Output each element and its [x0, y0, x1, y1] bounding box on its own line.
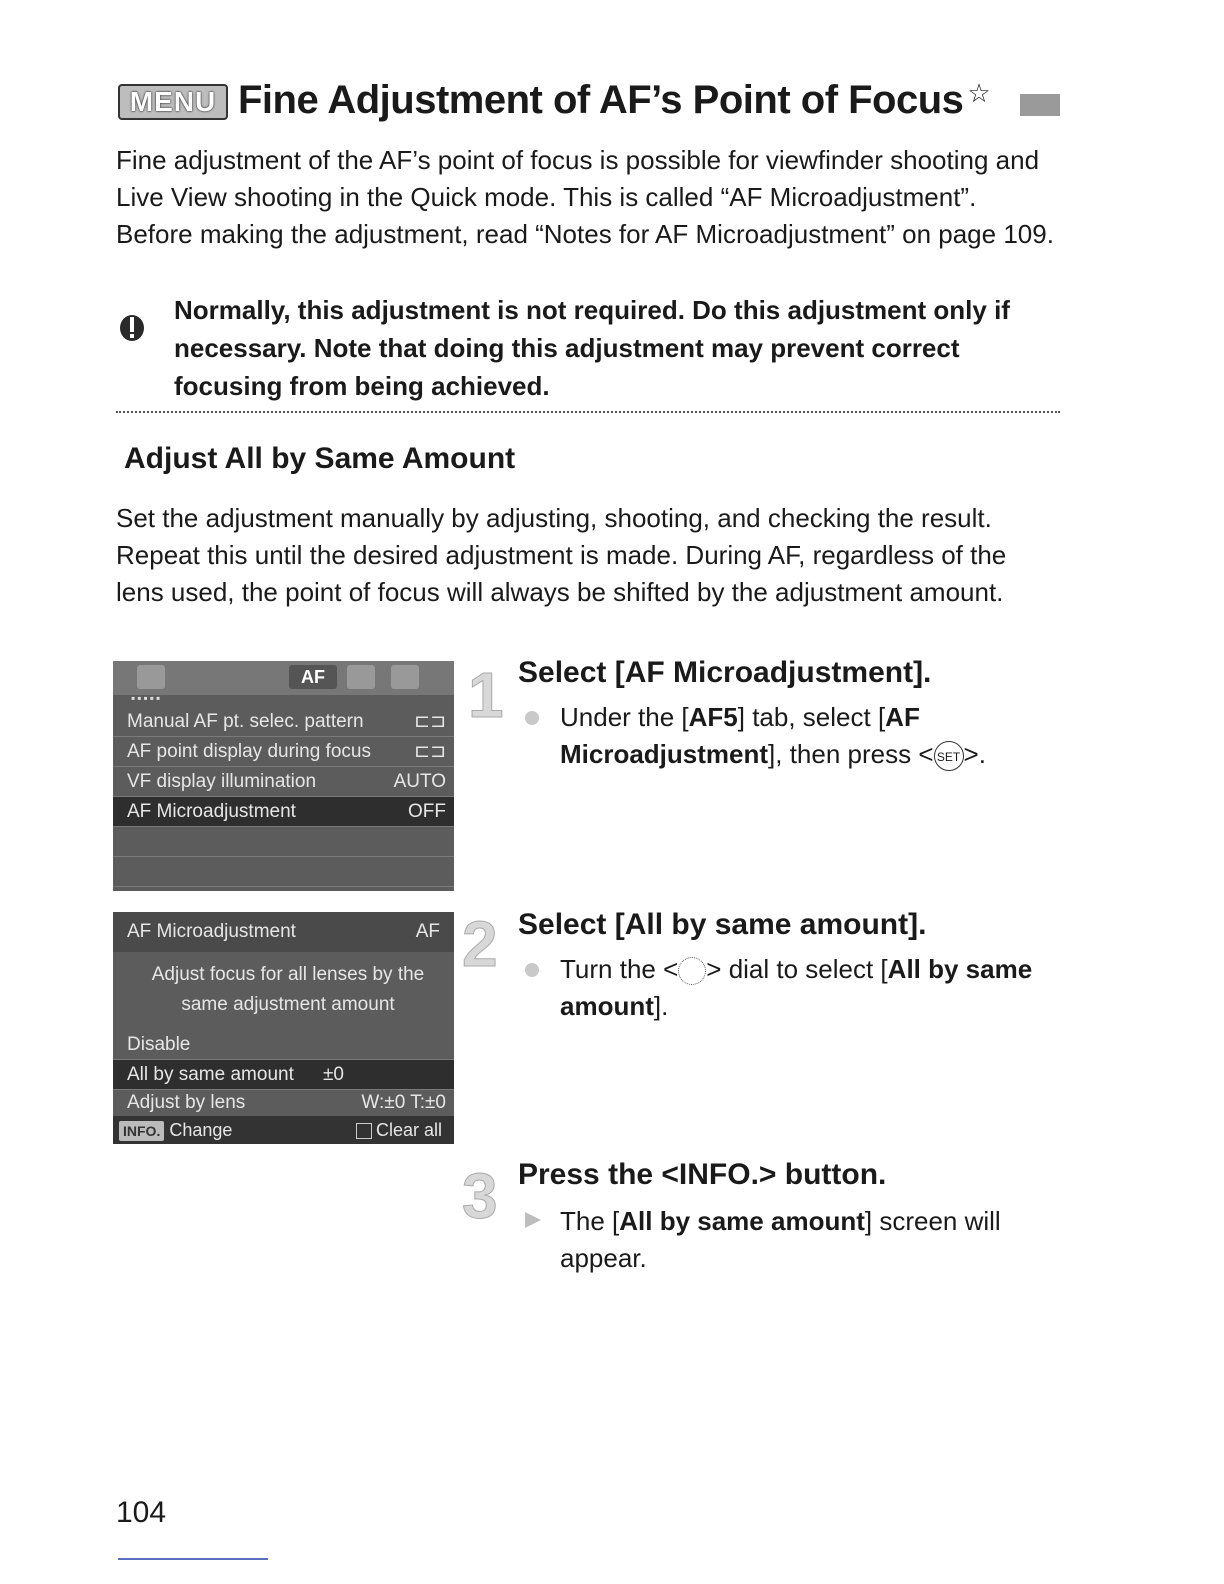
- step-number: 2: [462, 908, 498, 980]
- option-name: All by same amount: [560, 954, 1033, 1021]
- tab-page-dots: ▪▪▪▪▪: [131, 691, 163, 705]
- menu-row: [113, 707, 454, 737]
- clear-all-label: [356, 1116, 442, 1144]
- clear-all-text: Clear all: [375, 1120, 442, 1140]
- option-row-selected: [113, 1060, 454, 1090]
- step-number: 1: [468, 659, 504, 731]
- menu-row-value: ⊏⊐: [414, 741, 446, 762]
- text-run: ].: [653, 991, 669, 1021]
- text-run: ] tab, select [: [737, 702, 886, 732]
- change-label: Change: [169, 1120, 233, 1140]
- page-number: 104: [116, 1496, 167, 1529]
- option-name: All by same amount: [619, 1206, 865, 1236]
- empty-row: [113, 827, 454, 857]
- menu-tabs: [113, 661, 454, 695]
- result-arrow-icon: [525, 1212, 541, 1228]
- screen-header-title: AF Microadjustment: [127, 921, 296, 942]
- empty-row: [113, 857, 454, 887]
- step-instruction: [560, 699, 1060, 773]
- bullet-icon: [525, 963, 539, 977]
- screen-footer: [113, 1116, 454, 1144]
- screen-message: Adjust focus for all lenses by the same adjustment amount: [151, 964, 425, 1015]
- intro-paragraph: Fine adjustment of the AF’s point of focus is possible for viewfinder shooting and Live View shooting in the Quick mode. This is called “AF Microadjustment”. Before making the adjustment, read “Notes for AF Microadjustment” on page 109.: [116, 145, 1054, 249]
- option-label: Disable: [127, 1034, 191, 1055]
- option-label: Adjust by lens: [127, 1092, 246, 1113]
- step-instruction: [560, 951, 1060, 1025]
- section-title: Adjust All by Same Amount: [124, 442, 516, 475]
- menu-row-label: VF display illumination: [127, 771, 317, 792]
- option-value: W:±0 T:±0: [361, 1092, 446, 1113]
- caution-icon: [118, 312, 146, 342]
- playback-tab-icon: [347, 665, 375, 689]
- set-button-icon: SET: [934, 741, 964, 771]
- menu-row: [113, 737, 454, 767]
- step-title: Select [All by same amount].: [518, 908, 927, 941]
- page-title-text: Fine Adjustment of AF’s Point of Focus: [238, 78, 964, 122]
- footer-rule: [118, 1558, 268, 1560]
- title-bar: [118, 78, 1060, 128]
- camera-menu-screen: [113, 661, 454, 891]
- screen-header-tab: AF: [415, 921, 440, 942]
- trash-icon: [356, 1123, 372, 1139]
- page-title: [238, 78, 990, 123]
- menu-row-selected: [113, 797, 454, 827]
- menu-row-value: ⊏⊐: [414, 711, 446, 732]
- text-run: Under the [: [560, 702, 689, 732]
- text-run: ] screen will appear.: [560, 1206, 1001, 1273]
- camera-tab-icon: [137, 665, 165, 689]
- menu-icon: MENU: [118, 84, 228, 120]
- text-run: ], then press <: [768, 739, 934, 769]
- step-title: Select [AF Microadjustment].: [518, 656, 932, 689]
- caution-text: Normally, this adjustment is not required. Do this adjustment only if necessary. Note that doing this adjustment may prevent correct focusing from being achieved.: [174, 295, 1010, 401]
- menu-row-label: Manual AF pt. selec. pattern: [127, 711, 364, 732]
- menu-row-value: AUTO: [393, 771, 446, 792]
- menu-item-name: AF Microadjustment: [560, 702, 920, 769]
- section-paragraph: Set the adjustment manually by adjusting, shooting, and checking the result. Repeat this until the desired adjustment is made. During AF, regardless of the lens used, the point of focus will always be shifted by the adjustment amount.: [116, 503, 1007, 607]
- menu-row-label: AF Microadjustment: [127, 801, 296, 822]
- step-result: [560, 1203, 1060, 1277]
- af-microadjustment-screen: [113, 912, 454, 1144]
- setup-tab-icon: [391, 665, 419, 689]
- screen-header: [113, 912, 454, 952]
- info-button-icon: INFO.: [119, 1121, 164, 1141]
- menu-row: [113, 767, 454, 797]
- option-label: All by same amount: [127, 1064, 294, 1085]
- text-run: > dial to select [: [706, 954, 888, 984]
- text-run: >.: [963, 739, 986, 769]
- option-value: ±0: [323, 1064, 344, 1085]
- menu-row-label: AF point display during focus: [127, 741, 371, 762]
- bullet-icon: [525, 711, 539, 725]
- divider: [116, 411, 1060, 413]
- step-title: Press the <INFO.> button.: [518, 1158, 887, 1191]
- text-run: The [: [560, 1206, 620, 1236]
- option-row: [113, 1030, 454, 1060]
- text-run: Turn the <: [560, 954, 679, 984]
- af-tab: AF: [289, 665, 337, 689]
- step-number: 3: [462, 1160, 498, 1232]
- chapter-tab-marker: [1020, 94, 1060, 116]
- tab-label: AF5: [688, 702, 738, 732]
- option-row: [113, 1088, 454, 1118]
- menu-row-value: OFF: [408, 801, 446, 822]
- star-icon: ☆: [967, 78, 991, 108]
- quick-control-dial-icon: [678, 957, 706, 985]
